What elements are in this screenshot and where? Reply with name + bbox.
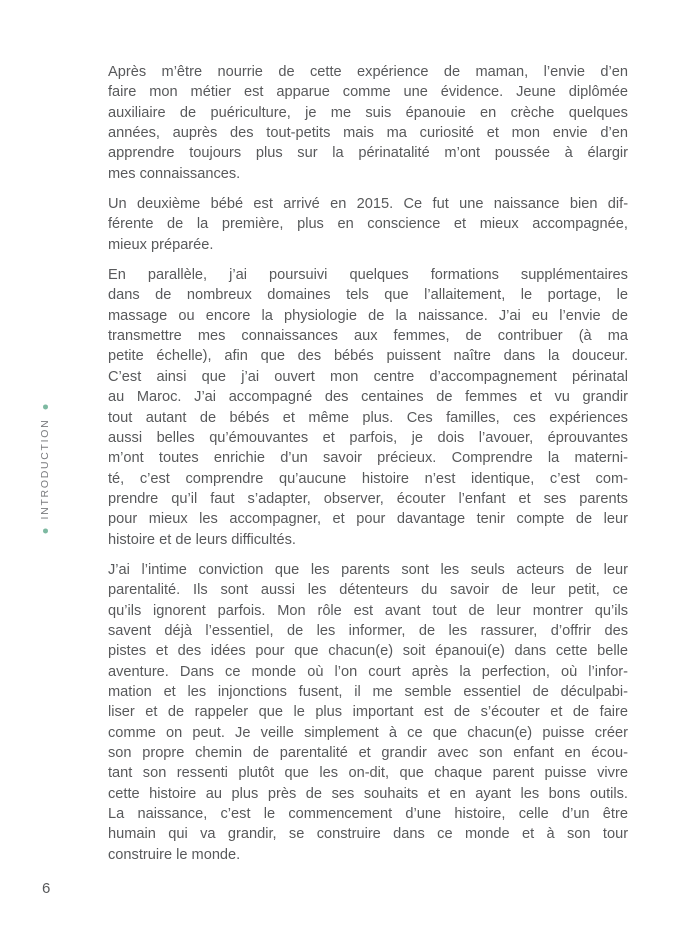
text-line: histoire et de leurs difficultés. bbox=[108, 531, 296, 548]
text-line: mieux préparée. bbox=[108, 236, 214, 253]
text-line: Un deuxième bébé est arrivé en 2015. Ce fut une naissance bien dif- bbox=[108, 196, 629, 213]
text-line: pour mieux les accompagner, et pour davantage tenir compte de leur bbox=[108, 511, 628, 528]
text-line: faire mon métier est apparue comme une évidence. Jeune diplômée bbox=[108, 84, 628, 101]
text-line: La naissance, c’est le commencement d’une histoire, celle d’un être bbox=[108, 806, 628, 823]
text-line: mation et les injonctions fusent, il me semble essentiel de déculpabi- bbox=[108, 683, 629, 700]
text-line: apprendre toujours plus sur la périnatalité m’ont poussée à élargir bbox=[108, 145, 629, 162]
text-line: pistes et des idées pour que chacun(e) soit épanoui(e) dans cette belle bbox=[108, 643, 628, 660]
text-line: tant son ressenti plutôt que les on-dit, que chaque parent puisse vivre bbox=[108, 765, 628, 782]
text-line: au Maroc. J’ai accompagné des centaines de femmes et vu grandir bbox=[108, 389, 628, 406]
text-line: construire le monde. bbox=[108, 846, 241, 863]
text-line: transmettre mes connaissances aux femmes, de contribuer (à ma bbox=[108, 328, 628, 345]
page-number: 6 bbox=[42, 880, 51, 897]
text-line: petite échelle), afin que des bébés puissent naître dans la douceur. bbox=[108, 348, 629, 365]
text-line: son propre chemin de parentalité et grandir avec son enfant en écou- bbox=[108, 745, 628, 761]
text-line: années, auprès des tout-petits mais ma curiosité et mon envie d’en bbox=[108, 125, 628, 142]
bullet-dot-icon bbox=[43, 405, 48, 410]
text-line: parentalité. Ils sont aussi les détenteurs du savoir de leur petit, ce bbox=[108, 582, 629, 599]
text-line: férente de la première, plus en conscience et mieux accompagnée, bbox=[108, 216, 628, 233]
text-line: auxiliaire de puériculture, je me suis épanouie en crèche quelques bbox=[108, 104, 628, 121]
text-line: En parallèle, j’ai poursuivi quelques formations supplémentaires bbox=[108, 267, 628, 284]
paragraph bbox=[108, 62, 628, 184]
body-text bbox=[108, 62, 628, 875]
text-line: massage ou encore la physiologie de la naissance. J’ai eu l’envie de bbox=[108, 307, 629, 324]
text-line: aventure. Dans ce monde où l’on court après la perfection, où l’infor- bbox=[108, 663, 629, 680]
paragraph bbox=[108, 194, 628, 255]
text-line: cette histoire au plus près de ses souhaits et en ayant les bons outils. bbox=[108, 785, 628, 802]
text-line: humain qui va grandir, se construire dans ce monde et à son tour bbox=[108, 826, 629, 843]
text-line: J’ai l’intime conviction que les parents sont les seuls acteurs de leur bbox=[108, 561, 628, 578]
chapter-sidebar-label bbox=[39, 405, 51, 534]
text-line: prendre qu’il faut s’adapter, observer, écouter l’enfant et ses parents bbox=[108, 490, 628, 507]
text-line: dans de nombreux domaines tels que l’allaitement, le portage, le bbox=[108, 287, 629, 304]
paragraph bbox=[108, 560, 628, 865]
text-line: té, c’est comprendre qu’aucune histoire n’est identique, c’est com- bbox=[108, 470, 628, 487]
text-line: Après m’être nourrie de cette expérience de maman, l’envie d’en bbox=[108, 64, 629, 80]
text-line: C’est ainsi que j’ai ouvert mon centre d’accompagnement périnatal bbox=[108, 368, 628, 385]
paragraph bbox=[108, 265, 628, 550]
text-line: savent déjà l’essentiel, de les informer, de les rassurer, d’offrir des bbox=[108, 622, 629, 639]
text-line: tout autant de bébés et même plus. Ces familles, ces expériences bbox=[108, 409, 628, 426]
text-line: m’ont toutes enrichie d’un savoir précieux. Comprendre la materni- bbox=[108, 450, 628, 467]
text-line: liser et de rappeler que le plus important est de s’écouter et de faire bbox=[108, 704, 629, 721]
text-line: qu’ils ignorent parfois. Mon rôle est avant tout de leur montrer qu’ils bbox=[108, 602, 629, 619]
chapter-label: INTRODUCTION bbox=[39, 418, 51, 520]
text-line: mes connaissances. bbox=[108, 165, 241, 182]
text-line: aussi belles qu’émouvantes et parfois, je dois l’avouer, éprouvantes bbox=[108, 429, 628, 446]
text-line: comme on peut. Je veille simplement à ce que chacun(e) puisse créer bbox=[108, 724, 628, 741]
bullet-dot-icon bbox=[43, 528, 48, 533]
